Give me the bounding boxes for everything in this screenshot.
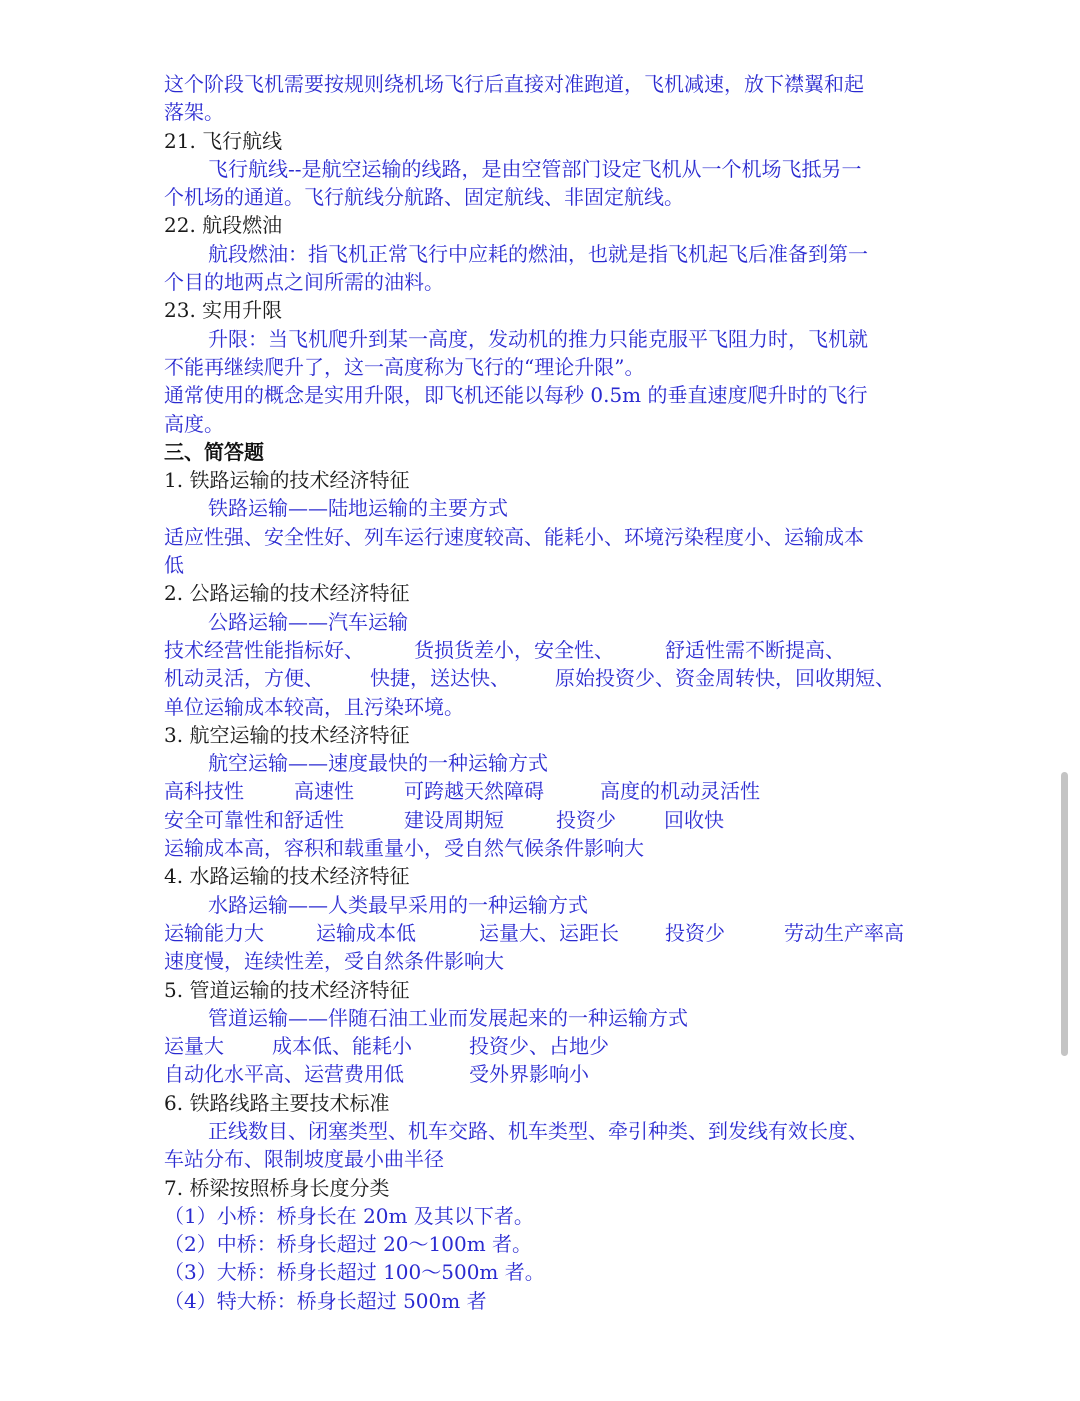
answer-row <box>164 777 920 805</box>
answer-line: 车站分布、限制坡度最小曲半径 <box>164 1147 444 1172</box>
paragraph-line: 这个阶段飞机需要按规则绕机场飞行后直接对准跑道，飞机减速，放下襟翼和起 <box>164 72 864 96</box>
answer-line: 铁路运输——陆地运输的主要方式 <box>208 496 508 521</box>
answer-line: （4）特大桥：桥身长超过 500m 者 <box>164 1288 487 1313</box>
answer-line: 运输成本高，容积和载重量小，受自然气候条件影响大 <box>164 836 644 861</box>
answer-segment: 运量大 <box>164 1034 224 1059</box>
answer-segment: 回收快 <box>664 807 724 832</box>
section-heading: 三、简答题 <box>164 439 264 464</box>
answer-line: （3）大桥：桥身长超过 100～500m 者。 <box>164 1260 545 1285</box>
answer-line: 水路运输——人类最早采用的一种运输方式 <box>208 892 588 917</box>
question-heading: 3. 航空运输的技术经济特征 <box>164 722 410 747</box>
answer-segment: 技术经营性能指标好、 <box>164 637 364 662</box>
answer-line: 单位运输成本较高，且污染环境。 <box>164 694 464 719</box>
answer-segment: 受外界影响小 <box>469 1062 589 1087</box>
answer-line: 航空运输——速度最快的一种运输方式 <box>208 751 548 776</box>
answer-line: （2）中桥：桥身长超过 20～100m 者。 <box>164 1232 533 1257</box>
answer-line: 速度慢，连续性差，受自然条件影响大 <box>164 949 504 974</box>
question-heading: 1. 铁路运输的技术经济特征 <box>164 468 410 493</box>
answer-segment: 投资少 <box>556 807 616 832</box>
paragraph-line: 个目的地两点之间所需的油料。 <box>164 270 444 295</box>
vertical-scrollbar[interactable] <box>1061 772 1068 1056</box>
item-heading: 22. 航段燃油 <box>164 213 283 238</box>
answer-line: （1）小桥：桥身长在 20m 及其以下者。 <box>164 1203 534 1228</box>
question-heading: 4. 水路运输的技术经济特征 <box>164 864 410 889</box>
answer-segment: 货损货差小，安全性、 <box>414 637 614 662</box>
answer-segment: 安全可靠性和舒适性 <box>164 807 344 832</box>
answer-segment: 高速性 <box>294 779 354 804</box>
paragraph-line: 航段燃油：指飞机正常飞行中应耗的燃油，也就是指飞机起飞后准备到第一 <box>208 241 868 266</box>
answer-segment: 劳动生产率高 <box>784 920 904 945</box>
answer-segment: 成本低、能耗小 <box>272 1034 412 1059</box>
question-heading: 6. 铁路线路主要技术标准 <box>164 1090 390 1115</box>
question-heading: 7. 桥梁按照桥身长度分类 <box>164 1175 390 1200</box>
paragraph-line: 落架。 <box>164 100 224 125</box>
answer-segment: 建设周期短 <box>404 807 504 832</box>
answer-row <box>164 636 920 664</box>
answer-line: 公路运输——汽车运输 <box>208 609 408 634</box>
paragraph-line: 通常使用的概念是实用升限，即飞机还能以每秒 0.5m 的垂直速度爬升时的飞行 <box>164 383 868 408</box>
answer-segment: 机动灵活，方便、 <box>164 666 324 691</box>
answer-row <box>164 806 920 834</box>
document-page <box>164 70 920 1315</box>
question-heading: 2. 公路运输的技术经济特征 <box>164 581 410 606</box>
paragraph-line: 高度。 <box>164 411 224 436</box>
paragraph-line: 个机场的通道。飞行航线分航路、固定航线、非固定航线。 <box>164 185 684 210</box>
answer-segment: 运量大、运距长 <box>479 920 619 945</box>
answer-segment: 快捷，送达快、 <box>370 666 510 691</box>
answer-line: 正线数目、闭塞类型、机车交路、机车类型、牵引种类、到发线有效长度、 <box>208 1118 868 1143</box>
paragraph-line: 飞行航线--是航空运输的线路，是由空管部门设定飞机从一个机场飞抵另一 <box>208 156 862 181</box>
answer-segment: 舒适性需不断提高、 <box>665 637 845 662</box>
answer-line: 管道运输——伴随石油工业而发展起来的一种运输方式 <box>208 1005 688 1030</box>
answer-segment: 运输成本低 <box>316 920 416 945</box>
answer-segment: 可跨越天然障碍 <box>404 779 544 804</box>
answer-row <box>164 664 920 692</box>
answer-line: 低 <box>164 553 184 578</box>
answer-segment: 运输能力大 <box>164 920 264 945</box>
answer-line: 适应性强、安全性好、列车运行速度较高、能耗小、环境污染程度小、运输成本 <box>164 524 864 549</box>
answer-row <box>164 1060 920 1088</box>
answer-row <box>164 919 920 947</box>
question-heading: 5. 管道运输的技术经济特征 <box>164 977 410 1002</box>
answer-segment: 高度的机动灵活性 <box>600 779 760 804</box>
answer-segment: 投资少、占地少 <box>469 1034 609 1059</box>
answer-segment: 高科技性 <box>164 779 244 804</box>
answer-segment: 原始投资少、资金周转快，回收期短、 <box>555 666 895 691</box>
answer-segment: 投资少 <box>665 920 725 945</box>
item-heading: 23. 实用升限 <box>164 298 283 323</box>
paragraph-line: 不能再继续爬升了，这一高度称为飞行的“理论升限”。 <box>164 354 645 379</box>
item-heading: 21. 飞行航线 <box>164 128 283 153</box>
answer-segment: 自动化水平高、运营费用低 <box>164 1062 404 1087</box>
paragraph-line: 升限：当飞机爬升到某一高度，发动机的推力只能克服平飞阻力时，飞机就 <box>208 326 868 351</box>
answer-row <box>164 1032 920 1060</box>
